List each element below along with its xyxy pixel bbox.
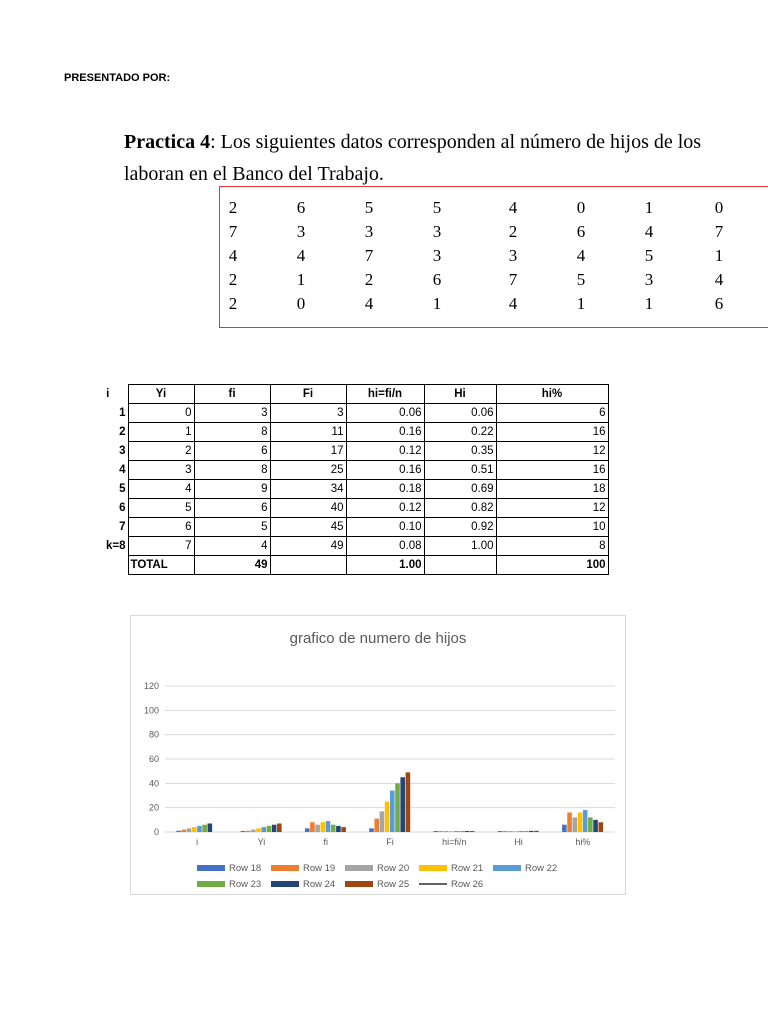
bar: [400, 777, 405, 832]
table-header-row: [88, 385, 608, 404]
bar: [395, 783, 400, 832]
bar: [524, 831, 529, 832]
bar: [331, 825, 336, 832]
legend-label: Row 18: [229, 863, 262, 874]
table-cell: 0.92: [424, 518, 496, 537]
header-hi: hi=fi/n: [346, 385, 424, 404]
bar: [508, 831, 513, 832]
raw-data-value: 1: [296, 270, 306, 289]
y-tick-label: 20: [148, 802, 159, 813]
x-tick-label: Fi: [386, 837, 394, 847]
legend-label: Row 21: [451, 863, 484, 874]
raw-data-value: 1: [714, 246, 724, 265]
bar: [241, 831, 246, 832]
table-cell: 3: [270, 404, 346, 423]
header-fi: fi: [194, 385, 270, 404]
bar: [246, 831, 251, 832]
bar: [176, 831, 181, 832]
legend-label: Row 26: [451, 879, 484, 890]
raw-data-value: 6: [432, 270, 442, 289]
y-tick-label: 0: [153, 827, 159, 837]
legend-swatch: [419, 883, 447, 885]
table-cell: 8: [194, 423, 270, 442]
problem-lead: Practica 4: [124, 131, 211, 153]
table-cell: 0.22: [424, 423, 496, 442]
table-cell: 0.16: [346, 461, 424, 480]
bar: [326, 821, 331, 832]
bar: [593, 820, 598, 832]
table-cell: 0.18: [346, 480, 424, 499]
bar: [315, 825, 320, 832]
table-cell: 45: [270, 518, 346, 537]
raw-data-value: 5: [644, 246, 654, 265]
bar: [470, 831, 475, 832]
raw-data-value: 3: [508, 246, 518, 265]
table-cell: 12: [496, 442, 608, 461]
table-cell: 0.82: [424, 499, 496, 518]
legend-label: Row 19: [303, 863, 336, 874]
bar: [187, 828, 192, 832]
header-yi: Yi: [128, 385, 194, 404]
legend-item: [197, 863, 261, 874]
raw-data-value: 4: [714, 270, 724, 289]
table-cell: 1: [128, 423, 194, 442]
table-cell: 8: [194, 461, 270, 480]
legend-label: Row 22: [525, 863, 558, 874]
table-cell: 0.51: [424, 461, 496, 480]
table-cell: 0: [128, 404, 194, 423]
row-index: 6: [119, 502, 126, 514]
bar: [529, 831, 534, 832]
bar: [305, 828, 310, 832]
raw-data-value: 4: [508, 294, 518, 313]
raw-data-value: 6: [714, 294, 724, 313]
raw-data-value: 2: [228, 270, 238, 289]
bar: [182, 830, 187, 832]
table-cell: 0.06: [346, 404, 424, 423]
table-row: [88, 537, 608, 556]
table-cell: 49: [270, 537, 346, 556]
problem-line2: laboran en el Banco del Trabajo.: [124, 163, 384, 185]
bar: [503, 831, 508, 832]
bar: [454, 831, 459, 832]
table-cell: 6: [128, 518, 194, 537]
raw-data-value: 5: [576, 270, 586, 289]
raw-data-value: 3: [644, 270, 654, 289]
bar: [202, 825, 207, 832]
x-tick-label: hi=fi/n: [442, 837, 467, 847]
legend-item: [197, 879, 261, 890]
y-tick-label: 80: [148, 729, 159, 740]
problem-statement: [124, 126, 701, 190]
row-index: 4: [119, 464, 126, 476]
raw-data-value: 6: [296, 198, 306, 217]
total-Fi-empty: [270, 556, 346, 575]
bar: [267, 826, 272, 832]
table-cell: 7: [128, 537, 194, 556]
bar: [261, 827, 266, 832]
y-tick-label: 60: [148, 754, 159, 764]
table-row: [88, 518, 608, 537]
raw-data-value: 0: [296, 294, 306, 313]
table-cell: 0.12: [346, 442, 424, 461]
row-index: 7: [119, 521, 126, 533]
y-tick-label: 40: [148, 778, 159, 789]
table-cell: 40: [270, 499, 346, 518]
bar: [310, 822, 315, 832]
bar: [465, 831, 470, 832]
table-cell: 3: [194, 404, 270, 423]
table-cell: 6: [496, 404, 608, 423]
table-cell: 34: [270, 480, 346, 499]
chart-title: grafico de numero de hijos: [289, 630, 467, 647]
row-index: 1: [119, 407, 126, 419]
raw-data-value: 0: [576, 198, 586, 217]
raw-data-value: 3: [296, 222, 306, 241]
raw-data-value: 2: [228, 294, 238, 313]
raw-data-value: 3: [432, 246, 442, 265]
table-cell: 0.12: [346, 499, 424, 518]
table-cell: 17: [270, 442, 346, 461]
bar: [498, 831, 503, 832]
table-cell: 16: [496, 461, 608, 480]
raw-data-value: 7: [364, 246, 374, 265]
bar-chart: [131, 616, 625, 894]
bar: [588, 817, 593, 832]
table-cell: 6: [194, 499, 270, 518]
raw-data-value: 7: [508, 270, 518, 289]
legend-swatch: [345, 865, 373, 871]
raw-data-value: 4: [296, 246, 306, 265]
total-label: TOTAL: [128, 556, 194, 575]
bar: [251, 830, 256, 832]
table-cell: 0.06: [424, 404, 496, 423]
row-index: k=8: [105, 540, 126, 552]
legend-swatch: [493, 865, 521, 871]
legend-swatch: [419, 865, 447, 871]
bar: [444, 831, 449, 832]
table-cell: 0.69: [424, 480, 496, 499]
table-cell: 0.16: [346, 423, 424, 442]
x-tick-label: fi: [323, 837, 328, 847]
bar: [277, 823, 282, 832]
raw-data-value: 3: [364, 222, 374, 241]
bar: [192, 827, 197, 832]
bar: [459, 831, 464, 832]
raw-data-value: 0: [714, 198, 724, 217]
x-tick-label: hi%: [575, 837, 591, 847]
legend-label: Row 23: [229, 879, 262, 890]
raw-data-value: 4: [228, 246, 238, 265]
legend-swatch: [345, 881, 373, 887]
bar: [321, 822, 326, 832]
raw-data-value: 1: [644, 198, 654, 217]
table-row: [88, 480, 608, 499]
raw-data-value: 4: [644, 222, 654, 241]
bar: [336, 826, 341, 832]
legend-item: [271, 863, 335, 874]
table-cell: 6: [194, 442, 270, 461]
legend-swatch: [197, 865, 225, 871]
row-index: 5: [119, 483, 126, 495]
table-row: [88, 423, 608, 442]
table-cell: 2: [128, 442, 194, 461]
bar: [562, 825, 567, 832]
table-cell: 0.10: [346, 518, 424, 537]
x-tick-label: Hi: [514, 837, 523, 847]
total-fi: 49: [194, 556, 270, 575]
legend-item: [419, 863, 483, 874]
bar: [272, 825, 277, 832]
raw-data-value: 1: [432, 294, 442, 313]
table-cell: 25: [270, 461, 346, 480]
raw-data-value: 1: [644, 294, 654, 313]
legend-swatch: [271, 865, 299, 871]
table-row: [88, 442, 608, 461]
total-Hi-empty: [424, 556, 496, 575]
raw-data-value: 2: [364, 270, 374, 289]
y-tick-label: 100: [143, 705, 159, 716]
table-cell: 12: [496, 499, 608, 518]
bar: [380, 811, 385, 832]
frequency-table: [88, 384, 609, 575]
raw-data-value: 1: [576, 294, 586, 313]
table-row: [88, 499, 608, 518]
chart-container: [130, 615, 626, 895]
table-cell: 0.35: [424, 442, 496, 461]
bar: [439, 831, 444, 832]
total-spacer: [88, 556, 128, 575]
table-cell: 3: [128, 461, 194, 480]
header-Fi: Fi: [270, 385, 346, 404]
raw-data-value: 2: [228, 198, 238, 217]
raw-data-value: 6: [576, 222, 586, 241]
table-total-row: [88, 556, 608, 575]
raw-data-value: 5: [364, 198, 374, 217]
legend-swatch: [271, 881, 299, 887]
bar: [369, 828, 374, 832]
bar: [534, 831, 539, 832]
raw-data-value: 3: [432, 222, 442, 241]
table-row: [88, 461, 608, 480]
total-hi: 1.00: [346, 556, 424, 575]
bar: [513, 831, 518, 832]
raw-data-value: 2: [508, 222, 518, 241]
row-index: 2: [119, 426, 126, 438]
row-index: 3: [119, 445, 126, 457]
bar: [374, 819, 379, 832]
table-cell: 1.00: [424, 537, 496, 556]
table-cell: 5: [194, 518, 270, 537]
table-cell: 16: [496, 423, 608, 442]
bar: [519, 831, 524, 832]
bar: [208, 823, 213, 832]
bar: [256, 828, 261, 832]
bar: [406, 772, 411, 832]
legend-item: [271, 879, 335, 890]
table-row: [88, 404, 608, 423]
presented-by-label: PRESENTADO POR:: [64, 72, 171, 84]
table-cell: 4: [194, 537, 270, 556]
raw-data-value: 5: [432, 198, 442, 217]
bar: [433, 831, 438, 832]
table-cell: 4: [128, 480, 194, 499]
table-cell: 11: [270, 423, 346, 442]
table-cell: 9: [194, 480, 270, 499]
header-Hi: Hi: [424, 385, 496, 404]
bar: [567, 813, 572, 832]
bar: [598, 822, 603, 832]
bar: [583, 810, 588, 832]
legend-item: [345, 879, 409, 890]
table-cell: 5: [128, 499, 194, 518]
legend-label: Row 24: [303, 879, 336, 890]
legend-item: [493, 863, 557, 874]
table-cell: 8: [496, 537, 608, 556]
header-i: i: [106, 388, 110, 400]
bar: [385, 802, 390, 832]
bar: [449, 831, 454, 832]
legend-item: [345, 863, 409, 874]
total-hi-pct: 100: [496, 556, 608, 575]
bar: [390, 791, 395, 832]
bar: [197, 826, 202, 832]
table-cell: 0.08: [346, 537, 424, 556]
x-tick-label: i: [196, 837, 199, 847]
bar: [578, 813, 583, 832]
legend-swatch: [197, 881, 225, 887]
raw-data-value: 4: [364, 294, 374, 313]
raw-data-value: 4: [508, 198, 518, 217]
legend-item: [419, 879, 483, 890]
table-cell: 18: [496, 480, 608, 499]
raw-data-value: 7: [228, 222, 238, 241]
raw-data-value: 7: [714, 222, 724, 241]
legend-label: Row 25: [377, 879, 410, 890]
legend-label: Row 20: [377, 863, 410, 874]
bar: [341, 827, 346, 832]
y-tick-label: 120: [143, 681, 159, 691]
x-tick-label: Yi: [257, 837, 266, 847]
header-hi-pct: hi%: [496, 385, 608, 404]
raw-data-value: 4: [576, 246, 586, 265]
problem-line1: : Los siguientes datos corresponden al número de hijos de los: [210, 131, 702, 153]
table-cell: 10: [496, 518, 608, 537]
bar: [572, 817, 577, 832]
